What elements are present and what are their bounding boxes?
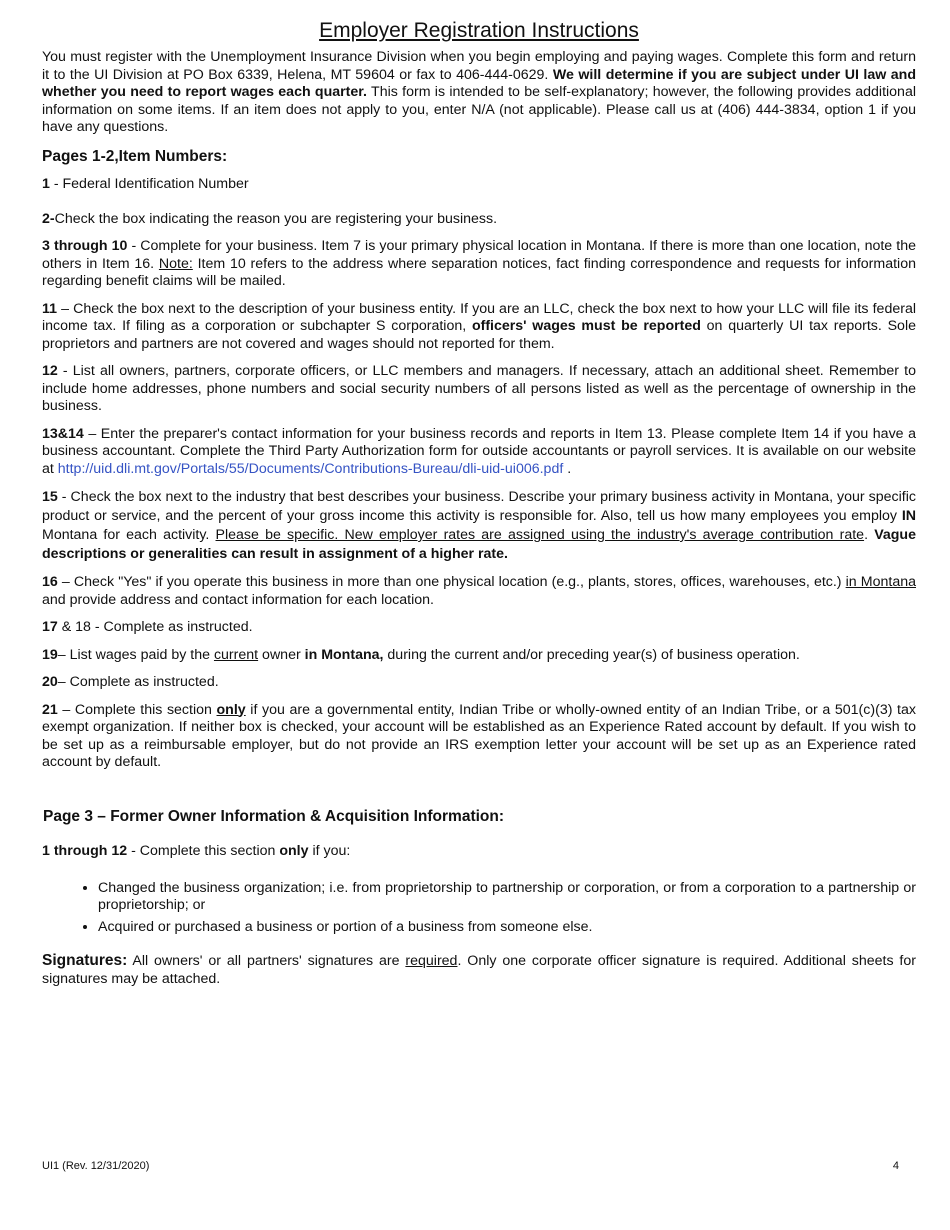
- item-number: 16: [42, 574, 58, 590]
- item-12: [42, 363, 916, 416]
- item-number: 3 through 10: [42, 238, 128, 254]
- page-footer: [42, 1158, 899, 1176]
- item-text: and provide address and contact information for each location.: [42, 591, 434, 608]
- section-heading-page-3: Page 3 – Former Owner Information & Acquisition Information:: [43, 807, 505, 825]
- item-text: if you are a governmental entity, Indian Tribe or wholly-owned entity of an Indian Tribe, or a 501(c)(3) tax exempt organization. If neither box is checked, your account will be established as an Experience Rated account by default. If you wish to be set up as a reimbursable employer, but do not provide an IRS exemption letter your account will be set up as an Experience rated account by default.: [42, 701, 916, 770]
- item-text: Check the box indicating the reason you are registering your business.: [54, 210, 498, 227]
- required-emphasis: required: [405, 953, 458, 969]
- document-page: [42, 18, 916, 988]
- page3-conditions-list: [42, 879, 916, 937]
- intro-text-1: You must register with the Unemployment Insurance Division when you begin employing and paying wages. Complete this form and return it to the UI Division at PO Box 6339, Helena, MT 59604 or fax to 406-444-0629.: [42, 49, 916, 83]
- item-text: owner: [258, 646, 305, 663]
- item-text: – Check "Yes" if you operate this business in more than one physical location (e.g., plants, stores, offices, warehouses, etc.): [57, 574, 846, 590]
- item-3-through-10: [42, 238, 916, 291]
- item-1: [42, 176, 916, 194]
- list-item: • Changed the business organization; i.e. from proprietorship to partnership or corporation, or from a corporation to a partnership or proprietorship; or: [98, 879, 916, 915]
- intro-paragraph: [42, 49, 916, 137]
- item-number: 19: [42, 646, 58, 663]
- item-number: 17: [42, 619, 58, 635]
- item-text: – Enter the preparer's contact information for your business records and reports in Item 13. Please complete Item 14 if you have a business accountant. Complete the Third Party Authorization form for outside accountants or payroll services. It is available on our website at: [42, 425, 916, 477]
- item-2: [42, 211, 916, 229]
- item-text: - Complete for your business. Item 7 is your primary physical location in Montana. If there is more than one location, note the others in Item 16.: [42, 238, 916, 272]
- item-bold-text: Vague descriptions or generalities can result in assignment of a higher rate.: [42, 527, 916, 562]
- signatures-text: All owners' or all partners' signatures are: [127, 953, 406, 969]
- item-underlined-text: current: [213, 646, 259, 663]
- item-number: 1: [42, 176, 50, 192]
- item-19: [42, 647, 916, 665]
- page-number: 4: [892, 1160, 899, 1172]
- item-number: 1 through 12: [42, 843, 128, 859]
- item-bold-text: officers' wages must be reported: [471, 318, 701, 334]
- item-text: Montana for each activity.: [42, 527, 216, 543]
- item-text: & 18 - Complete as instructed.: [57, 619, 253, 635]
- item-number: 21: [42, 701, 58, 718]
- signatures-text: . Only one corporate officer signature is required. Additional sheets for signatures may be attached.: [42, 953, 916, 987]
- intro-text-2: This form is intended to be self-explanatory; however, the following provides additional information on some items. If an item does not apply to you, enter N/A (not applicable). Please call us at (406) 444-3834, option 1 if you have any questions.: [42, 84, 916, 135]
- page-title: Employer Registration Instructions: [319, 19, 639, 42]
- signatures-label: Signatures:: [42, 952, 128, 969]
- item-text: .: [563, 460, 572, 477]
- item-text: – Check the box next to the description of your business entity. If you are an LLC, check the box next to how your LLC will file its federal income tax. If filing as a corporation or subchapter S corporation,: [42, 300, 916, 334]
- item-text: .: [864, 527, 875, 543]
- signatures-paragraph: [42, 952, 916, 988]
- item-text: - Federal Identification Number: [49, 176, 249, 192]
- item-21: [42, 702, 916, 772]
- item-number: 11: [42, 300, 57, 317]
- list-item: • Acquired or purchased a business or portion of a business from someone else.: [98, 918, 916, 937]
- item-text: Item 10 refers to the address where separation notices, fact finding correspondence and requests for information regarding benefit claims will be mailed.: [42, 255, 916, 289]
- item-17-18: [42, 619, 916, 637]
- form-revision: UI1 (Rev. 12/31/2020): [42, 1160, 150, 1172]
- item-text: - List all owners, partners, corporate officers, or LLC members and managers. If necessary, attach an additional sheet. Remember to include home addresses, phone numbers and social security numbers of all persons listed as well as the percentage of ownership in the business.: [42, 363, 916, 414]
- item-text: if you:: [308, 843, 351, 859]
- item-text: – Complete as instructed.: [57, 674, 219, 690]
- item-text: - Complete this section: [127, 843, 280, 859]
- item-15: [42, 488, 916, 564]
- item-number: 2-: [42, 210, 55, 227]
- section-heading-pages-1-2: Pages 1-2,Item Numbers:: [42, 147, 228, 165]
- note-label: Note:: [158, 255, 193, 272]
- item-text: during the current and/or preceding year(s) of business operation.: [383, 646, 800, 663]
- only-emphasis: only: [216, 701, 246, 718]
- item-underlined-text: Please be specific. New employer rates are assigned using the industry's average contribution rate: [215, 527, 865, 543]
- intro-bold-text: We will determine if you are subject under UI law and whether you need to report wages each quarter.: [42, 66, 916, 100]
- item-text: - Check the box next to the industry that best describes your business. Describe your primary business activity in Montana, your specific product or service, and the percent of your gross income this activity is responsible for. Also, tell us how many employees you employ: [42, 489, 916, 524]
- item-16: [42, 574, 916, 609]
- item-text: – Complete this section: [57, 701, 217, 718]
- item-20: [42, 674, 916, 692]
- item-number: 12: [42, 363, 58, 379]
- item-text: on quarterly UI tax reports. Sole proprietors and partners are not covered and wages should not reported for them.: [42, 318, 916, 352]
- item-11: [42, 301, 916, 354]
- page3-items-1-12: [42, 843, 916, 861]
- item-bold-text: in Montana,: [304, 646, 384, 663]
- item-number: 15: [42, 489, 58, 505]
- item-underlined-text: in Montana: [845, 574, 916, 590]
- only-emphasis: only: [279, 843, 309, 859]
- item-number: 13&14: [42, 425, 84, 442]
- item-13-14: [42, 426, 916, 479]
- item-number: 20: [42, 674, 58, 690]
- third-party-form-link[interactable]: http://uid.dli.mt.gov/Portals/55/Documents/Contributions-Bureau/dli-uid-ui006.pdf: [57, 460, 564, 477]
- item-bold-text: IN: [901, 508, 916, 524]
- item-text: – List wages paid by the: [57, 646, 214, 663]
